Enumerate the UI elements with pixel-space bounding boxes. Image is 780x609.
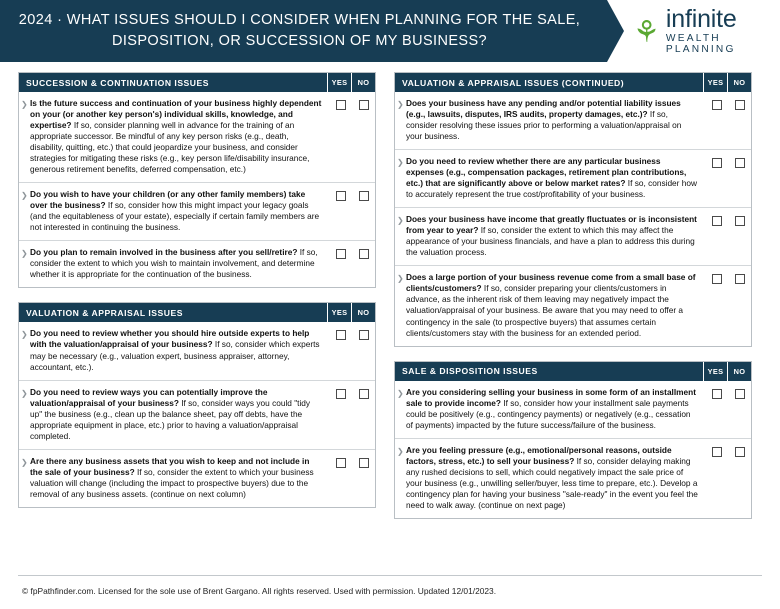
leaf-icon: ⚘ [633,15,660,50]
question-prompt: Do you need to review whether you should hire outside experts to help with the valuation/appraisal of your business? [30,328,310,350]
question-guidance: If so, consider resolving these issues prior to performing a valuation/appraisal on your business. [406,109,682,142]
section-valuation [18,302,376,507]
chevron-right-icon: ❯ [21,191,28,201]
question-row [395,381,751,439]
checkbox-no[interactable] [735,389,745,399]
checkbox-cell-yes[interactable] [705,150,728,168]
checkbox-yes[interactable] [336,191,346,201]
question-prompt: Does your business have income that greatly fluctuates or is inconsistent from year to year? [406,214,697,236]
checkbox-no[interactable] [359,191,369,201]
page-title: 2024 · WHAT ISSUES SHOULD I CONSIDER WHEN PLANNING FOR THE SALE, DISPOSITION, OR SUCCESSION OF MY BUSINESS? [18,11,581,49]
checkbox-cell-no[interactable] [728,439,751,457]
question-text [30,183,329,240]
checkbox-yes[interactable] [336,249,346,259]
column-header-yes: YES [703,73,727,92]
question-row [395,208,751,266]
column-header-no: NO [727,362,751,381]
left-column [18,72,376,519]
question-text [30,92,329,182]
checkbox-yes[interactable] [712,216,722,226]
question-guidance: If so, consider delaying making any rushed decisions to sell, which could negatively impact the sale price of your business (e.g., unwilling seller/buyer, less time to prepare, etc.). Develop a contingency plan for having your business "sale-ready" in the event you feel the need to walk away. (continue on next page) [406,455,698,510]
chevron-right-icon: ❯ [21,249,28,259]
checkbox-cell-no[interactable] [728,150,751,168]
question-row [395,92,751,150]
checkbox-cell-yes[interactable] [329,322,352,340]
section-succession [18,72,376,288]
column-header-no: NO [351,73,375,92]
footer-note: © fpPathfinder.com. Licensed for the sole use of Brent Gargano. All rights reserved. Used with permission. Updated 12/01/2023. [22,586,497,596]
question-prompt: Do you need to review ways you can potentially improve the valuation/appraisal of your business? [30,386,268,408]
section-header-sale-disposition [395,362,751,381]
checkbox-no[interactable] [735,447,745,457]
question-guidance: If so, consider ways you could "tidy up" the business (e.g., clean up the balance sheet, pay off debts, have the appropriate equipment in place, etc.) prior to having a valuation/appraisal completed. [30,397,311,441]
checkbox-no[interactable] [735,100,745,110]
question-text [406,266,705,345]
section-title: SUCCESSION & CONTINUATION ISSUES [26,77,209,88]
section-header-valuation-continued [395,73,751,92]
checkbox-cell-no[interactable] [352,450,375,468]
question-row [19,241,375,287]
column-header-yes: YES [327,303,351,322]
brand-logo [607,0,780,62]
checklist-content [0,62,780,519]
checkbox-cell-yes[interactable] [705,92,728,110]
checkbox-yes[interactable] [336,389,346,399]
checkbox-cell-yes[interactable] [705,439,728,457]
question-text [30,450,329,507]
question-guidance: If so, consider how this might impact your legacy goals (and the equitableness of your estate), especially if certain family members are not interested in continuing the business. [30,200,320,233]
checkbox-no[interactable] [359,249,369,259]
question-prompt: Do you wish to have your children (or any other family members) take over the business? [30,189,306,211]
header-title-banner [0,0,607,62]
checkbox-cell-no[interactable] [728,266,751,284]
question-prompt: Are you considering selling your business in some form of an installment sale to provide income? [406,386,696,408]
question-row [19,183,375,241]
chevron-right-icon: ❯ [397,216,404,226]
checkbox-yes[interactable] [336,330,346,340]
checkbox-cell-yes[interactable] [329,183,352,201]
checkbox-yes[interactable] [712,274,722,284]
logo-wordmark: infinite [665,5,737,34]
question-text [30,322,329,379]
checkbox-cell-yes[interactable] [705,266,728,284]
question-guidance: If so, consider which experts may be necessary (e.g., valuation expert, business appraiser, attorney, accountant, etc.). [30,339,320,372]
column-header-yes: YES [703,362,727,381]
question-text [406,92,705,149]
question-row [19,92,375,183]
checkbox-no[interactable] [735,158,745,168]
question-row [19,322,375,380]
question-guidance: If so, consider the extent to which this may affect the appearance of your business financials, and have a plan to address this during the valuation process. [406,225,695,258]
checkbox-yes[interactable] [712,389,722,399]
section-title: SALE & DISPOSITION ISSUES [402,366,538,377]
question-prompt: Do you need to review whether there are any particular business expenses (e.g., compensation packages, retirement plan contributions, etc.) that are significantly above or below market rates? [406,156,687,189]
checkbox-yes[interactable] [336,458,346,468]
question-prompt: Does your business have any pending and/or potential liability issues (e.g., lawsuits, disputes, IRS audits, property damages, etc.)? [406,98,681,120]
checkbox-cell-yes[interactable] [329,92,352,110]
checkbox-cell-yes[interactable] [329,381,352,399]
chevron-right-icon: ❯ [397,158,404,168]
column-header-yes: YES [327,73,351,92]
logo-tagline: WEALTH PLANNING [665,33,736,56]
checkbox-cell-no[interactable] [352,183,375,201]
question-row [395,439,751,518]
question-prompt: Are you feeling pressure (e.g., emotional/personal reasons, outside factors, stress, etc.) to sell your business? [406,444,672,466]
column-header-no: NO [727,73,751,92]
question-guidance: If so, consider how your installment sale payments could be positively (e.g., contingency payments) or negatively (e.g., cessation of payments) impacted by the future success/failure of the business. [406,397,691,430]
section-title: VALUATION & APPRAISAL ISSUES (CONTINUED) [402,77,625,88]
question-guidance: If so, consider how to accurately represent the true cost/profitability of your business. [406,178,697,200]
checkbox-cell-yes[interactable] [329,450,352,468]
question-prompt: Are there any business assets that you wish to keep and not include in the sale of your business? [30,455,310,477]
question-prompt: Does a large portion of your business revenue come from a small base of clients/customers? [406,272,696,294]
checkbox-no[interactable] [359,458,369,468]
question-row [19,450,375,507]
chevron-right-icon: ❯ [397,274,404,284]
section-header-succession [19,73,375,92]
question-text [30,241,329,287]
checkbox-no[interactable] [359,100,369,110]
checkbox-yes[interactable] [712,447,722,457]
question-prompt: Is the future success and continuation of your business highly dependent on your (or another key person's) individual skills, knowledge, and expertise? [30,98,322,131]
section-header-valuation [19,303,375,322]
question-text [30,381,329,449]
question-row [19,381,375,450]
section-title: VALUATION & APPRAISAL ISSUES [26,307,183,318]
question-row [395,150,751,208]
checkbox-no[interactable] [735,274,745,284]
checkbox-cell-no[interactable] [352,381,375,399]
question-row [395,266,751,345]
column-header-no: NO [351,303,375,322]
chevron-right-icon: ❯ [397,100,404,109]
checkbox-no[interactable] [359,330,369,340]
right-column [394,72,752,519]
chevron-right-icon: ❯ [21,100,28,109]
chevron-right-icon: ❯ [21,388,28,398]
question-prompt: Do you plan to remain involved in the business after you sell/retire? [30,247,298,258]
checkbox-cell-yes[interactable] [705,381,728,399]
checkbox-no[interactable] [359,389,369,399]
checkbox-yes[interactable] [336,100,346,110]
section-valuation-continued [394,72,752,347]
footer-divider [18,575,762,576]
chevron-right-icon: ❯ [21,457,28,467]
checkbox-cell-no[interactable] [728,92,751,110]
chevron-right-icon: ❯ [397,388,404,398]
checkbox-no[interactable] [735,216,745,226]
question-text [406,439,705,518]
chevron-right-icon: ❯ [21,330,28,340]
question-guidance: If so, consider planning well in advance for the training of an appropriate successor. Be mindful of any key person risks (e.g., death, disability, quitting, etc.) that could jeopardize your business, and consider strategies for mitigating these risks (e.g., key person life/disability insurance, generous retirement benefits, deferred compensation, etc.) [30,120,310,175]
checkbox-cell-yes[interactable] [705,208,728,226]
checkbox-cell-no[interactable] [728,381,751,399]
page-header [0,0,780,62]
checkbox-cell-no[interactable] [352,322,375,340]
checkbox-cell-yes[interactable] [329,241,352,259]
question-text [406,208,705,265]
question-guidance: If so, consider the extent to which your business valuation will change (including the impact to prospective buyers) due to the removal of any business assets. (continue on next column) [30,466,314,499]
checkbox-cell-no[interactable] [728,208,751,226]
question-text [406,381,705,438]
question-guidance: If so, consider preparing your clients/customers in advance, as the inherent risk of them leaving may negatively impact the valuation/appraisal of your business. Be aware that you may need to offer a contingency in the sale (to prospective buyers) that assumes certain clients/customers stay with the business for an extended period. [406,283,684,338]
checkbox-yes[interactable] [712,100,722,110]
question-guidance: If so, consider the extent to which you wish to maintain involvement, and determine whether it is appropriate for the continuation of the business. [30,247,318,280]
question-text [406,150,705,207]
chevron-right-icon: ❯ [397,446,404,456]
checkbox-yes[interactable] [712,158,722,168]
section-sale-disposition [394,361,752,519]
checkbox-cell-no[interactable] [352,92,375,110]
checkbox-cell-no[interactable] [352,241,375,259]
